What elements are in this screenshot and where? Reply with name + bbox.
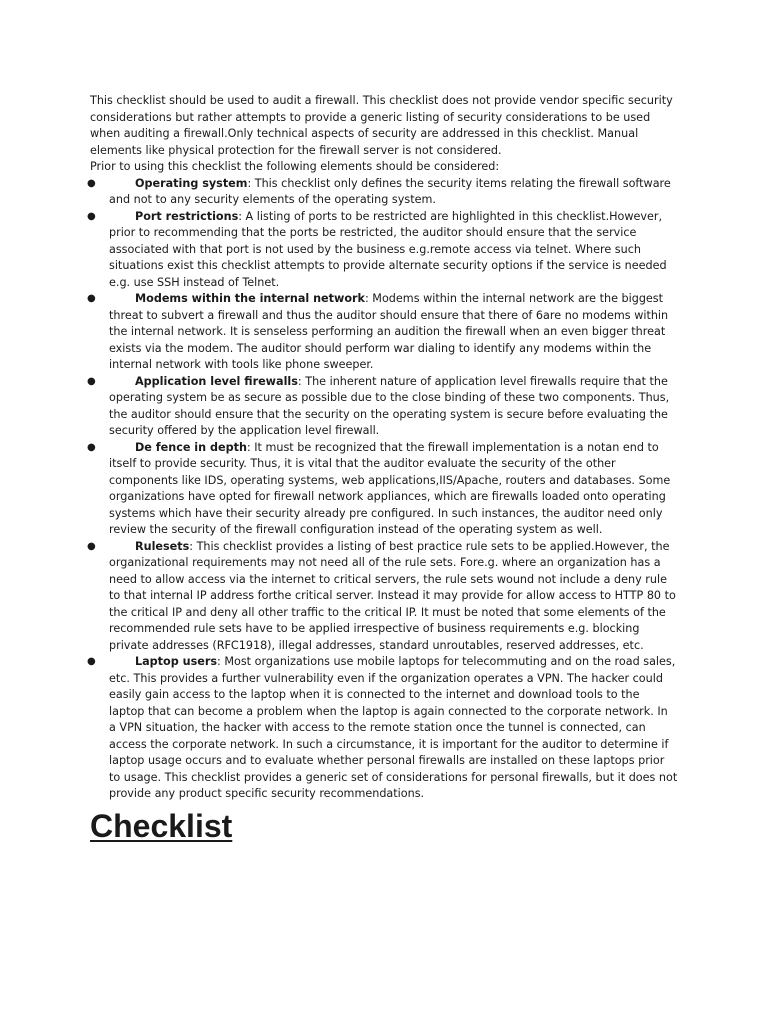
item-term: Modems within the internal network [135,292,365,305]
bullet-icon: ● [87,177,96,189]
section-heading: Checklist [90,807,233,844]
item-text: : Most organizations use mobile laptops for telecommuting and on the road sales, etc. This provides a further vulnerability even if the organization operates a VPN. The hacker could easily gain access to the laptop when it is connected to the internet and download tools to the laptop that can become a problem when the laptop is again connected to the corporate network. In a VPN situation, the hacker with access to the remote station once the tunnel is connected, can access the corporate network. In such a circumstance, it is important for the auditor to determine if laptop usage occurs and to evaluate whether personal firewalls are installed on these laptops prior to usage. This checklist provides a generic set of considerations for personal firewalls, but it does not provide any product specific security recommendations. [109,655,678,800]
bullet-icon: ● [87,293,96,304]
list-item [87,176,678,209]
item-term: Laptop users [135,655,218,668]
bullet-icon: ● [87,656,96,667]
considerations-list [87,176,678,803]
list-item [87,291,678,374]
intro-paragraph: This checklist should be used to audit a firewall. This checklist does not provide vendor specific security considerations but rather attempts to provide a generic listing of security considerations to be used when auditing a firewall.Only technical aspects of security are addressed in this checklist. Manual elements like physical protection for the firewall server is not considered. [90,94,673,157]
item-term: Rulesets [135,539,190,553]
item-text: : This checklist only defines the security items relating the firewall software and not to any security elements of the operating system. [109,176,671,206]
prior-statement: Prior to using this checklist the following elements should be considered: [90,160,500,173]
item-text: : A listing of ports to be restricted are highlighted in this checklist.However, prior to recommending that the ports be restricted, the auditor should ensure that the service associated with that port is not used by the business e.g.remote access via telnet. Where such situations exist this checklist attempts to provide alternate security options if the service is needed e.g. use SSH instead of Telnet. [109,209,667,289]
item-term: De fence in depth [135,440,247,454]
bullet-icon: ● [87,375,96,387]
list-item [87,374,678,440]
document-body [87,93,678,846]
list-item [87,539,678,655]
item-text: : The inherent nature of application level firewalls require that the operating system be as secure as possible due to the close binding of these two components. Thus, the auditor should ensure that the security on the operating system is secure before evaluating the security offered by the application level firewall. [109,374,670,437]
item-term: Port restrictions [135,209,239,223]
list-item [87,440,678,539]
list-item [87,654,678,803]
item-term: Application level firewalls [135,374,298,388]
bullet-icon: ● [87,540,96,552]
item-text: : Modems within the internal network are the biggest threat to subvert a firewall and thus the auditor should ensure that there of 6are no modems within the internal network. It is senseless performing an audition the firewall when an even bigger threat exists via the modem. The auditor should perform war dialing to identify any modems within the internal network with tools like phone sweeper. [109,292,669,371]
list-item [87,209,678,292]
bullet-icon: ● [87,210,96,222]
bullet-icon: ● [87,441,96,453]
item-term: Operating system [135,176,248,190]
item-text: : This checklist provides a listing of best practice rule sets to be applied.However, the organizational requirements may not need all of the rule sets. Fore.g. where an organization has a need to allow access via the internet to critical servers, the rule sets wound not include a deny rule to that internal IP address forthe critical server. Instead it may provide for allow access to HTTP 80 to the critical IP and deny all other traffic to the critical IP. It must be noted that some elements of the recommended rule sets have to be applied irrespective of business requirements e.g. blocking private addresses (RFC1918), illegal addresses, standard unroutables, reserved addresses, etc. [109,539,676,652]
item-text: : It must be recognized that the firewall implementation is a notan end to itself to provide security. Thus, it is vital that the auditor evaluate the security of the other components like IDS, operating systems, web applications,IIS/Apache, routers and databases. Some organizations have opted for firewall network appliances, which are firewalls loaded onto operating systems which have their security already pre configured. In such instances, the auditor need only review the security of the firewall configuration instead of the operating system as well. [109,440,671,536]
